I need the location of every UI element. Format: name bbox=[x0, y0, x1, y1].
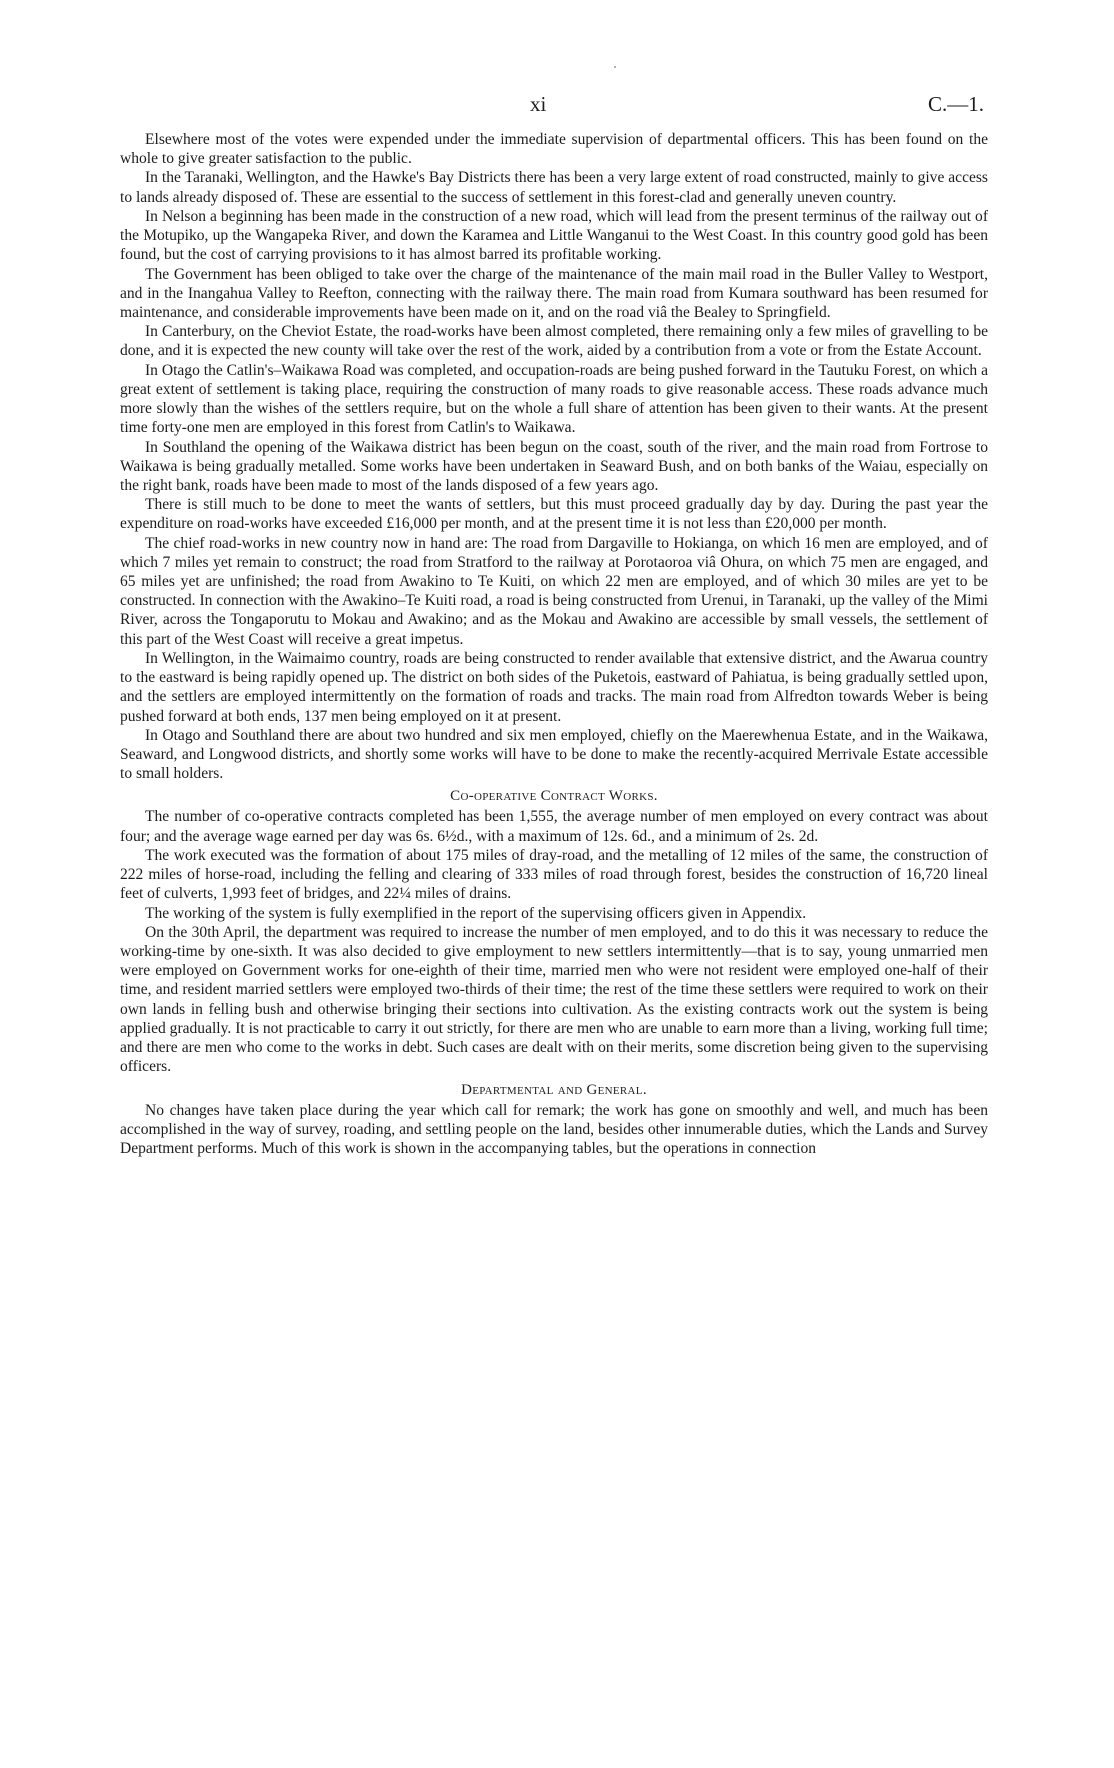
section-heading-departmental: Departmental and General. bbox=[461, 1081, 647, 1098]
document-reference: C.—1. bbox=[927, 92, 984, 116]
paragraph: In Southland the opening of the Waikawa district has been begun on the coast, south of the river, and the main road from Fortrose to Waikawa is being gradually metalled. Some works have been undertaken in Seaward Bush, and on both banks of the Waiau, especially on the right bank, roads have been made to most of the lands disposed of a few years ago. bbox=[120, 438, 988, 494]
paragraph: In Wellington, in the Waimaimo country, roads are being constructed to render available that extensive district, and the Awarua country to the eastward is being rapidly opened up. The district on both sides of the Puketois, eastward of Pahiatua, is being gradually settled upon, and the settlers are employed intermittently on the formation of roads and tracks. The main road from Alfredton towards Weber is being pushed forward at both ends, 137 men being employed on it at present. bbox=[120, 649, 988, 725]
paragraph: The working of the system is fully exemplified in the report of the supervising officers given in Appendix. bbox=[145, 904, 807, 922]
paragraph: There is still much to be done to meet the wants of settlers, but this must proceed gradually day by day. During the past year the expenditure on road-works have exceeded £16,000 per month, and at the present time it is not less than £20,000 per month. bbox=[120, 496, 988, 533]
paragraph: In Canterbury, on the Cheviot Estate, the road-works have been almost completed, there remaining only a few miles of gravelling to be done, and it is expected the new county will take over the rest of the work, aided by a contribution from a vote or from the Estate Account. bbox=[120, 323, 988, 360]
page-header bbox=[0, 92, 1114, 122]
paragraph: In Otago the Catlin's–Waikawa Road was completed, and occupation-roads are being pushed forward in the Tautuku Forest, on which a great extent of settlement is taking place, requiring the construction of many roads to give reasonable access. These roads advance much more slowly than the wishes of the settlers require, but on the whole a full share of attention has been given to their wants. At the present time forty-one men are employed in this forest from Catlin's to Waikawa. bbox=[120, 361, 988, 437]
scan-speck bbox=[614, 66, 616, 68]
paragraph: No changes have taken place during the year which call for remark; the work has gone on smoothly and well, and much has been accomplished in the way of survey, roading, and settling people on the land, besides other innumerable duties, which the Lands and Survey Department performs. Much of this work is shown in the accompanying tables, but the operations in connection bbox=[120, 1101, 988, 1157]
paragraph: The number of co-operative contracts completed has been 1,555, the average number of men employed on every contract was about four; and the average wage earned per day was 6s. 6½d., with a maximum of 12s. 6d., and a minimum of 2s. 2d. bbox=[120, 808, 988, 845]
paragraph: On the 30th April, the department was required to increase the number of men employed, and to do this it was necessary to reduce the working-time by one-sixth. It was also decided to give employment to new settlers intermittently—that is to say, young unmarried men were employed on Government works for one-eighth of their time, married men who were not resident were employed one-half of their time, and resident married settlers were employed two-thirds of their time; the rest of the time these settlers were required to work on their own lands in felling bush and otherwise bringing their sections into cultivation. As the existing contracts work out the system is being applied gradually. It is not practicable to carry it out strictly, for there are men who are unable to earn more than a living, working full time; and there are men who come to the works in debt. Such cases are dealt with on their merits, some discretion being given to the supervising officers. bbox=[120, 923, 988, 1076]
paragraph: The chief road-works in new country now in hand are: The road from Dargaville to Hokianga, on which 16 men are employed, and of which 7 miles yet remain to construct; the road from Stratford to the railway at Porotaoroa viâ Ohura, on which 75 men are engaged, and 65 miles yet are unfinished; the road from Awakino to Te Kuiti, on which 22 men are employed, and of which 30 miles are yet to be constructed. In connection with the Awakino–Te Kuiti road, a road is being constructed from Urenui, in Taranaki, up the valley of the Mimi River, across the Tongaporutu to Mokau and Awakino; and as the Mokau and Awakino are accessible by small vessels, the settlement of this part of the West Coast will receive a great impetus. bbox=[120, 534, 988, 648]
page-number: xi bbox=[530, 92, 547, 116]
section-cooperative bbox=[120, 807, 988, 1076]
document-body bbox=[120, 130, 988, 1158]
paragraph: In Nelson a beginning has been made in the construction of a new road, which will lead from the present terminus of the railway out of the Motupiko, up the Wangapeka River, and down the Karamea and Little Wanganui to the West Coast. In this country good gold has been found, but the cost of carrying provisions to it has almost barred its profitable working. bbox=[120, 207, 988, 264]
paragraph: Elsewhere most of the votes were expended under the immediate supervision of departmental officers. This has been found on the whole to give greater satisfaction to the public. bbox=[120, 131, 988, 168]
paragraph: The Government has been obliged to take over the charge of the maintenance of the main mail road in the Buller Valley to Westport, and in the Inangahua Valley to Reefton, connecting with the railway there. The main road from Kumara southward has been resumed for maintenance, and considerable improvements have been made on it, and on the road viâ the Bealey to Springfield. bbox=[120, 265, 988, 321]
paragraph: In Otago and Southland there are about two hundred and six men employed, chiefly on the Maerewhenua Estate, and in the Waikawa, Seaward, and Longwood districts, and shortly some works will have to be done to make the recently-acquired Merrivale Estate accessible to small holders. bbox=[120, 726, 988, 783]
section-departmental bbox=[120, 1101, 988, 1159]
paragraph: The work executed was the formation of about 175 miles of dray-road, and the metalling of 12 miles of the same, the construction of 222 miles of horse-road, including the felling and clearing of 333 miles of road through forest, besides the construction of 16,720 lineal feet of culverts, 1,993 feet of bridges, and 22¼ miles of drains. bbox=[120, 846, 988, 903]
section-roads bbox=[120, 130, 988, 783]
section-heading-cooperative: Co-operative Contract Works. bbox=[450, 788, 658, 805]
paragraph: In the Taranaki, Wellington, and the Hawke's Bay Districts there has been a very large extent of road constructed, mainly to give access to lands already disposed of. These are essential to the success of settlement in this forest-clad and generally uneven country. bbox=[120, 169, 988, 206]
